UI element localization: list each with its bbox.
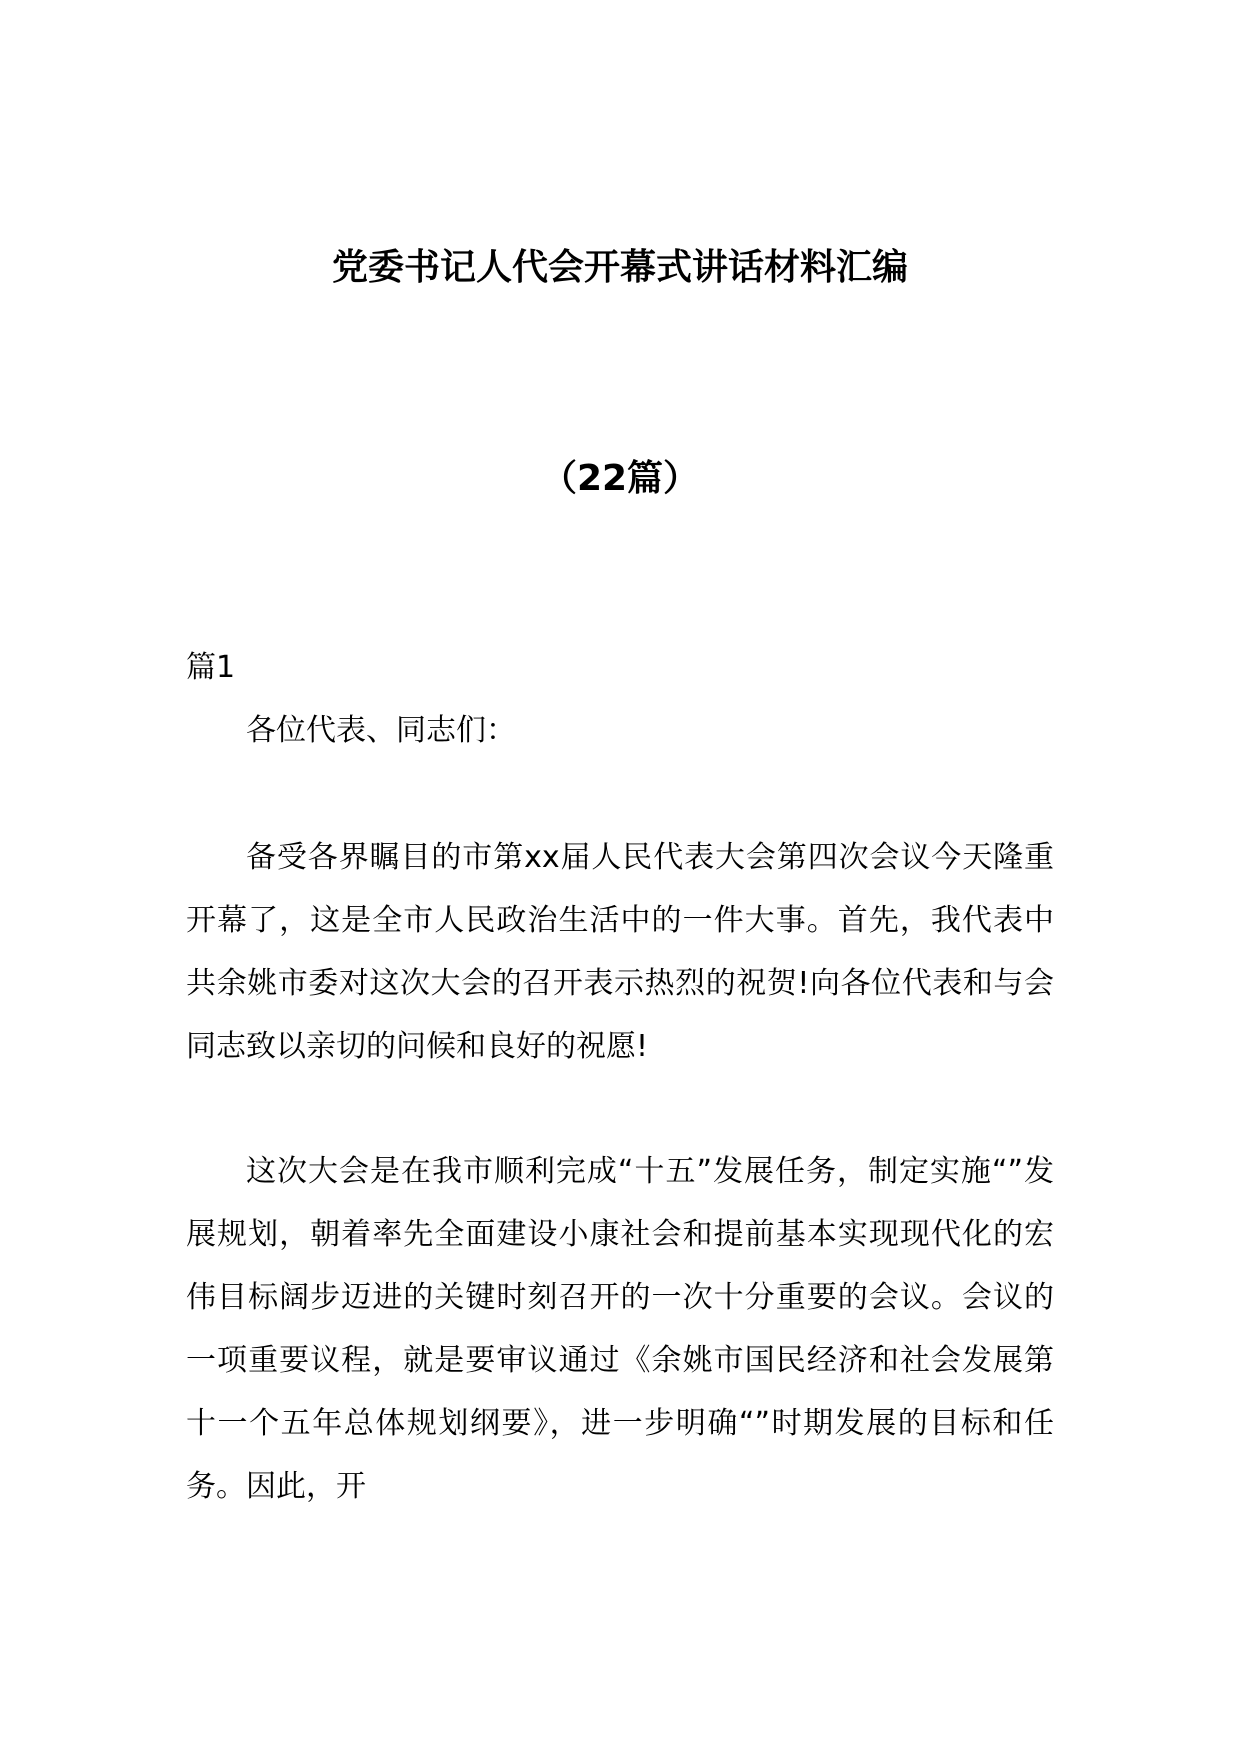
paragraph-greeting: 各位代表、同志们： <box>246 713 516 748</box>
document-subtitle: （22篇） <box>540 458 700 499</box>
paragraph-significance: 这次大会是在我市顺利完成“十五”发展任务，制定实施“”发展规划，朝着率先全面建设小康社会和提前基本实现现代化的宏伟目标阔步迈进的关键时刻召开的一次十分重要的会议。会议的一项重要议程，就是要审议通过《余姚市国民经济和社会发展第十一个五年总体规划纲要》，进一步明确“”时期发展的目标和任务。因此，开 <box>186 1154 1054 1504</box>
paragraph-opening: 备受各界瞩目的市第xx届人民代表大会第四次会议今天隆重开幕了，这是全市人民政治生活中的一件大事。首先，我代表中共余姚市委对这次大会的召开表示热烈的祝贺!向各位代表和与会同志致以亲切的问候和良好的祝愿! <box>186 840 1054 1064</box>
section-heading: 篇1 <box>186 650 236 685</box>
document-title: 党委书记人代会开幕式讲话材料汇编 <box>331 247 908 288</box>
